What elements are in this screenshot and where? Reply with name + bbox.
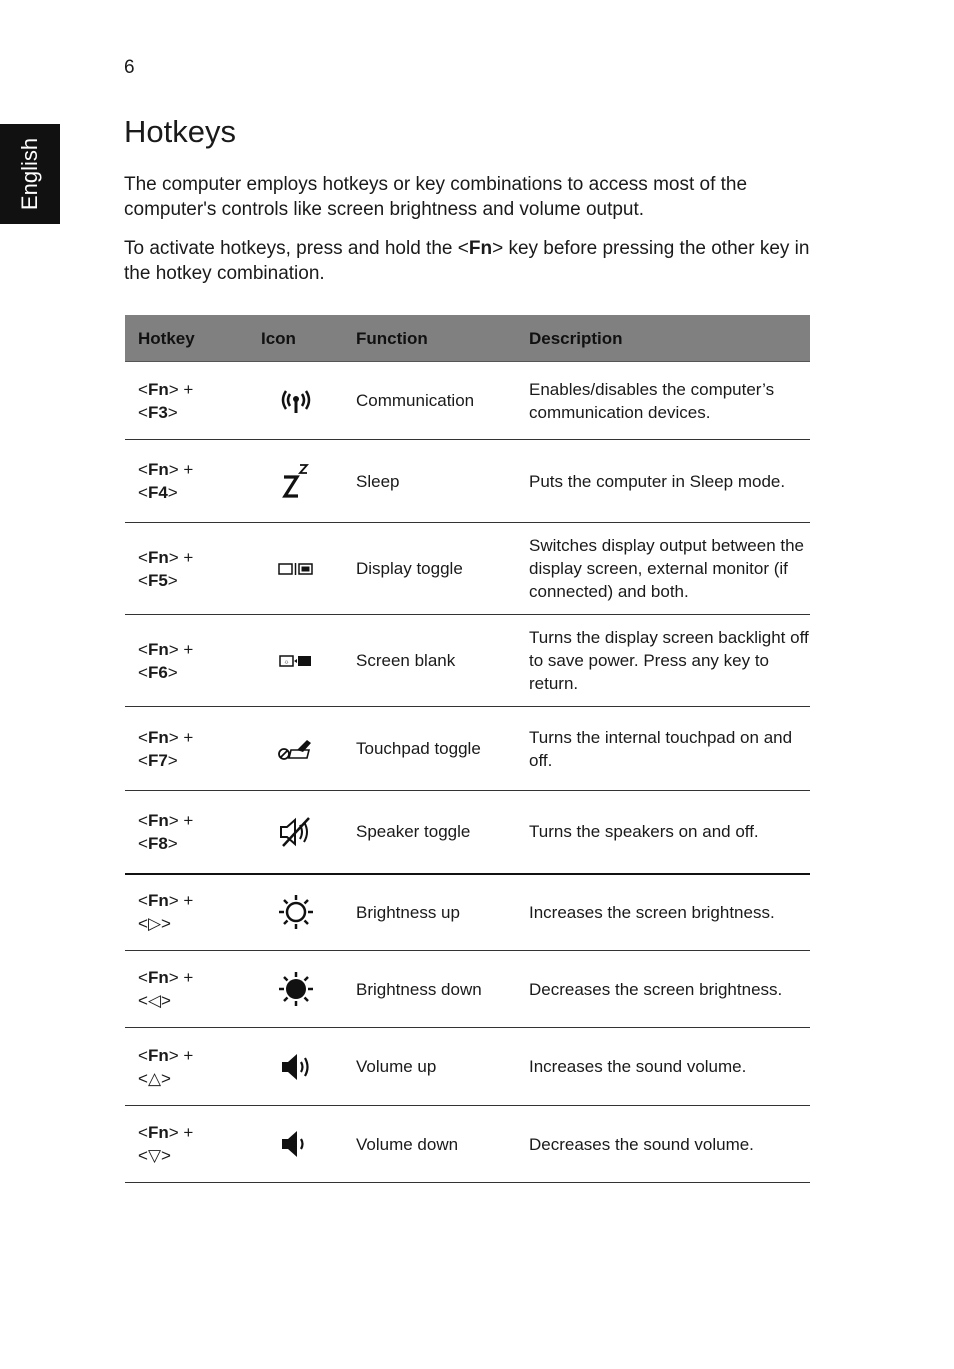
page-title: Hotkeys	[124, 114, 236, 149]
description-cell: Decreases the sound volume.	[516, 1106, 810, 1183]
table-row	[125, 1106, 810, 1183]
hotkey-key: F8	[147, 833, 168, 853]
icon-cell	[248, 1028, 343, 1106]
table-row	[125, 1028, 810, 1106]
header-hotkey: Hotkey	[125, 315, 248, 362]
icon-cell	[248, 362, 343, 440]
icon-cell	[248, 874, 343, 951]
fn-key: Fn	[147, 1045, 169, 1065]
hotkey-cell: <Fn> + <▷>	[125, 874, 248, 951]
arrow-key: ▷	[147, 914, 162, 934]
function-cell: Speaker toggle	[343, 791, 516, 874]
function-cell: Volume down	[343, 1106, 516, 1183]
icon-cell	[248, 523, 343, 615]
function-cell: Brightness down	[343, 951, 516, 1028]
hotkey-key: F3	[147, 402, 168, 422]
hotkey-key: F5	[147, 570, 168, 590]
activation-paragraph	[124, 236, 814, 286]
svg-text:☼: ☼	[283, 659, 289, 665]
hotkey-cell: <Fn> + <◁>	[125, 951, 248, 1028]
table-row	[125, 440, 810, 523]
volume-up-icon	[277, 1051, 315, 1083]
hotkeys-table	[125, 315, 810, 1183]
icon-cell	[248, 440, 343, 523]
language-tab	[0, 124, 60, 224]
fn-key-label: Fn	[468, 238, 493, 259]
volume-down-icon	[277, 1127, 315, 1161]
description-cell: Turns the speakers on and off.	[516, 791, 810, 874]
icon-cell	[248, 615, 343, 707]
header-function: Function	[343, 315, 516, 362]
speaker-mute-icon	[277, 815, 315, 849]
icon-cell	[248, 707, 343, 791]
display-toggle-icon	[277, 562, 315, 576]
fn-key: Fn	[147, 639, 169, 659]
fn-key: Fn	[147, 727, 169, 747]
icon-cell	[248, 791, 343, 874]
wireless-icon	[277, 386, 315, 416]
hotkey-key: F4	[147, 483, 168, 502]
description-cell: Puts the computer in Sleep mode.	[516, 440, 810, 523]
language-tab-label: English	[17, 137, 42, 211]
fn-key: Fn	[147, 547, 169, 567]
fn-key: Fn	[147, 1123, 169, 1142]
function-cell: Screen blank	[343, 615, 516, 707]
sleep-icon	[277, 462, 315, 500]
arrow-key: ◁	[147, 991, 162, 1010]
icon-cell	[248, 951, 343, 1028]
function-cell: Display toggle	[343, 523, 516, 615]
table-row	[125, 791, 810, 874]
intro-paragraph: The computer employs hotkeys or key combinations to access most of the computer's controls like screen brightness and volume output.	[124, 174, 748, 220]
table-row	[125, 874, 810, 951]
fn-key: Fn	[147, 891, 169, 911]
hotkey-key: F6	[147, 662, 168, 682]
hotkey-cell: <Fn> + <F4>	[125, 440, 248, 523]
hotkey-cell: <Fn> + <F5>	[125, 523, 248, 615]
description-cell: Decreases the screen brightness.	[516, 951, 810, 1028]
header-description: Description	[516, 315, 810, 362]
table-row	[125, 362, 810, 440]
description-cell: Turns the internal touchpad on and off.	[516, 707, 810, 791]
arrow-key: ▽	[147, 1146, 162, 1165]
hotkey-cell: <Fn> + <△>	[125, 1028, 248, 1106]
header-icon: Icon	[248, 315, 343, 362]
fn-key: Fn	[147, 810, 169, 830]
activation-text-start: To activate hotkeys, press and hold the <	[124, 238, 469, 259]
hotkey-cell: <Fn> + <F8>	[125, 791, 248, 874]
hotkey-cell: <Fn> + <F3>	[125, 362, 248, 440]
table-row	[125, 707, 810, 791]
table-header-row	[125, 315, 810, 362]
hotkey-cell: <Fn> + <▽>	[125, 1106, 248, 1183]
function-cell: Communication	[343, 362, 516, 440]
description-cell: Enables/disables the computer’s communication devices.	[516, 362, 810, 440]
activation-text-end: > key before pressing the other key in the hotkey combination.	[124, 238, 810, 284]
table-row	[125, 523, 810, 615]
description-cell: Switches display output between the display screen, external monitor (if connected) and both.	[516, 523, 810, 615]
table-row	[125, 951, 810, 1028]
description-cell: Increases the sound volume.	[516, 1028, 810, 1106]
arrow-key: △	[147, 1068, 162, 1088]
function-cell: Brightness up	[343, 874, 516, 951]
function-cell: Volume up	[343, 1028, 516, 1106]
page-number: 6	[124, 57, 135, 78]
screen-blank-icon	[277, 654, 315, 668]
description-cell: Turns the display screen backlight off to save power. Press any key to return.	[516, 615, 810, 707]
hotkey-cell: <Fn> + <F6>	[125, 615, 248, 707]
fn-key: Fn	[147, 968, 169, 987]
function-cell: Touchpad toggle	[343, 707, 516, 791]
fn-key: Fn	[147, 379, 169, 399]
brightness-down-icon	[277, 970, 315, 1008]
hotkey-key: F7	[147, 750, 168, 770]
brightness-up-icon	[277, 893, 315, 931]
table-row	[125, 615, 810, 707]
function-cell: Sleep	[343, 440, 516, 523]
touchpad-toggle-icon	[277, 736, 315, 762]
hotkey-cell: <Fn> + <F7>	[125, 707, 248, 791]
fn-key: Fn	[147, 460, 169, 479]
description-cell: Increases the screen brightness.	[516, 874, 810, 951]
icon-cell	[248, 1106, 343, 1183]
